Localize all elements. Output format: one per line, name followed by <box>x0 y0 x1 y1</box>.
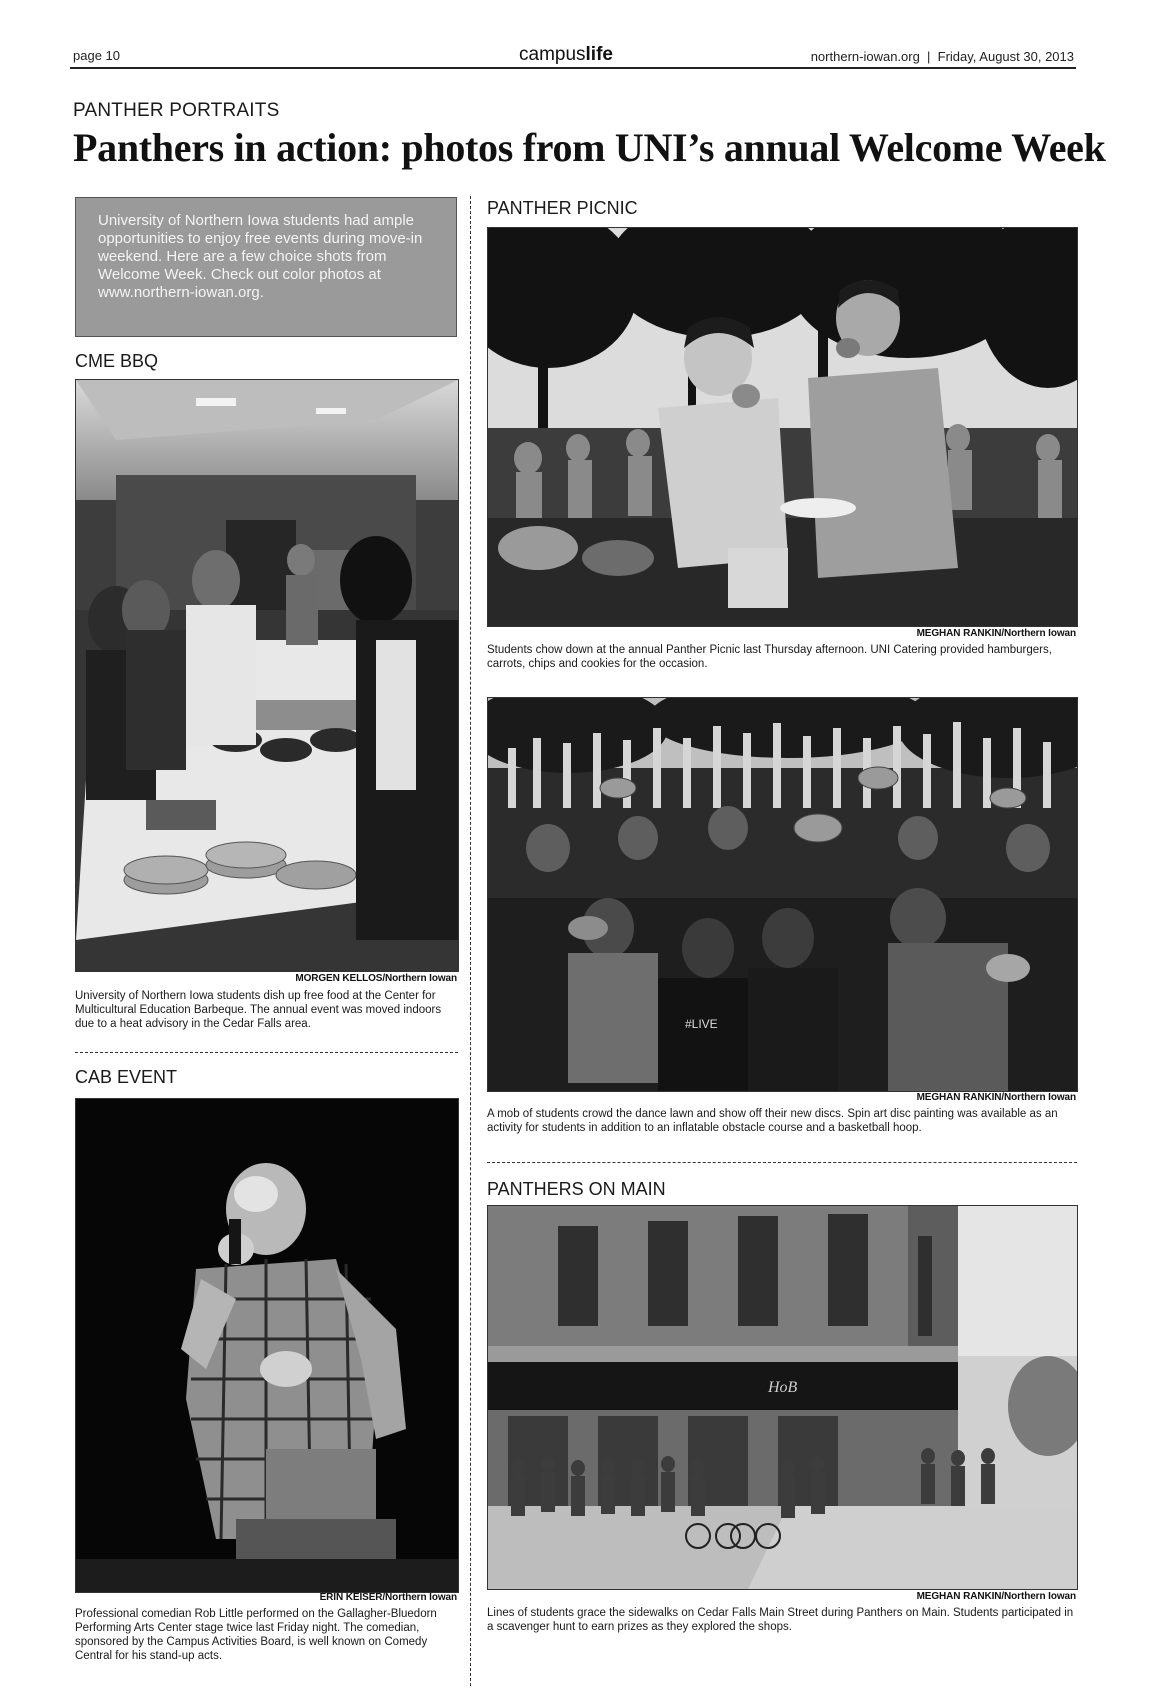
section-name <box>519 44 613 66</box>
cab-event-credit: ERIN KEISER/Northern Iowan <box>319 1592 457 1603</box>
cme-bbq-scene <box>76 380 458 971</box>
panther-picnic-heading: PANTHER PICNIC <box>487 198 638 218</box>
feature-kicker: PANTHER PORTRAITS <box>73 100 280 121</box>
panthers-on-main-heading: PANTHERS ON MAIN <box>487 1179 666 1199</box>
panthers-on-main-credit: MEGHAN RANKIN/Northern Iowan <box>916 1591 1076 1602</box>
dance-lawn-credit: MEGHAN RANKIN/Northern Iowan <box>916 1092 1076 1103</box>
cme-bbq-credit: MORGEN KELLOS/Northern Iowan <box>295 973 457 984</box>
cab-event-heading: CAB EVENT <box>75 1067 178 1087</box>
dance-lawn-scene <box>488 698 1077 1091</box>
dance-lawn-photo <box>487 697 1078 1092</box>
masthead-rule <box>70 67 1076 69</box>
dance-lawn-shirt-text: #LIVE <box>685 1017 718 1031</box>
page-number: page 10 <box>73 48 120 63</box>
section-name-suffix: life <box>585 44 613 65</box>
cme-bbq-caption: University of Northern Iowa students dish up free food at the Center for Multicultural Education Barbeque. The annual event was moved indoors due to a heat advisory in the Cedar Falls area. <box>75 990 442 1030</box>
intro-box <box>75 197 457 337</box>
panther-picnic-scene <box>488 228 1077 626</box>
panthers-on-main-caption: Lines of students grace the sidewalks on Cedar Falls Main Street during Panthers on Main. Students participated in a scavenger hunt to earn prizes as they explored the shops. <box>487 1607 1074 1633</box>
intro-text: University of Northern Iowa students had ample opportunities to enjoy free events during move-in weekend. Here are a few choice shots from Welcome Week. Check out color photos at www.northern-iowan.org. <box>98 212 423 301</box>
cab-event-photo <box>75 1098 459 1593</box>
feature-headline: Panthers in action: photos from UNI’s annual Welcome Week <box>73 125 1106 170</box>
panthers-on-main-scene <box>488 1206 1077 1589</box>
dance-lawn-caption: A mob of students crowd the dance lawn and show off their new discs. Spin art disc painting was available as an activity for students in addition to an inflatable obstacle course and a basketball hoop. <box>487 1108 1058 1134</box>
panther-picnic-photo <box>487 227 1078 627</box>
cme-bbq-photo <box>75 379 459 972</box>
cab-event-caption: Professional comedian Rob Little performed on the Gallagher-Bluedorn Performing Arts Center stage twice last Friday night. The comedian, sponsored by the Campus Activities Board, is well known on Comedy Central for his stand-up acts. <box>75 1608 437 1662</box>
section-separator <box>75 1052 458 1053</box>
panther-picnic-caption: Students chow down at the annual Panther Picnic last Thursday afternoon. UNI Catering provided hamburgers, carrots, chips and cookies for the occasion. <box>487 644 1052 670</box>
panther-picnic-credit: MEGHAN RANKIN/Northern Iowan <box>916 628 1076 639</box>
site-and-date: northern-iowan.org | Friday, August 30, 2013 <box>810 49 1074 64</box>
cme-bbq-heading: CME BBQ <box>75 351 159 371</box>
panthers-on-main-photo <box>487 1205 1078 1590</box>
section-name-prefix: campus <box>519 44 586 65</box>
column-divider <box>470 196 471 1686</box>
cab-event-scene <box>76 1099 458 1592</box>
section-separator-right <box>487 1162 1077 1163</box>
storefront-sign-text: HoB <box>768 1379 798 1396</box>
